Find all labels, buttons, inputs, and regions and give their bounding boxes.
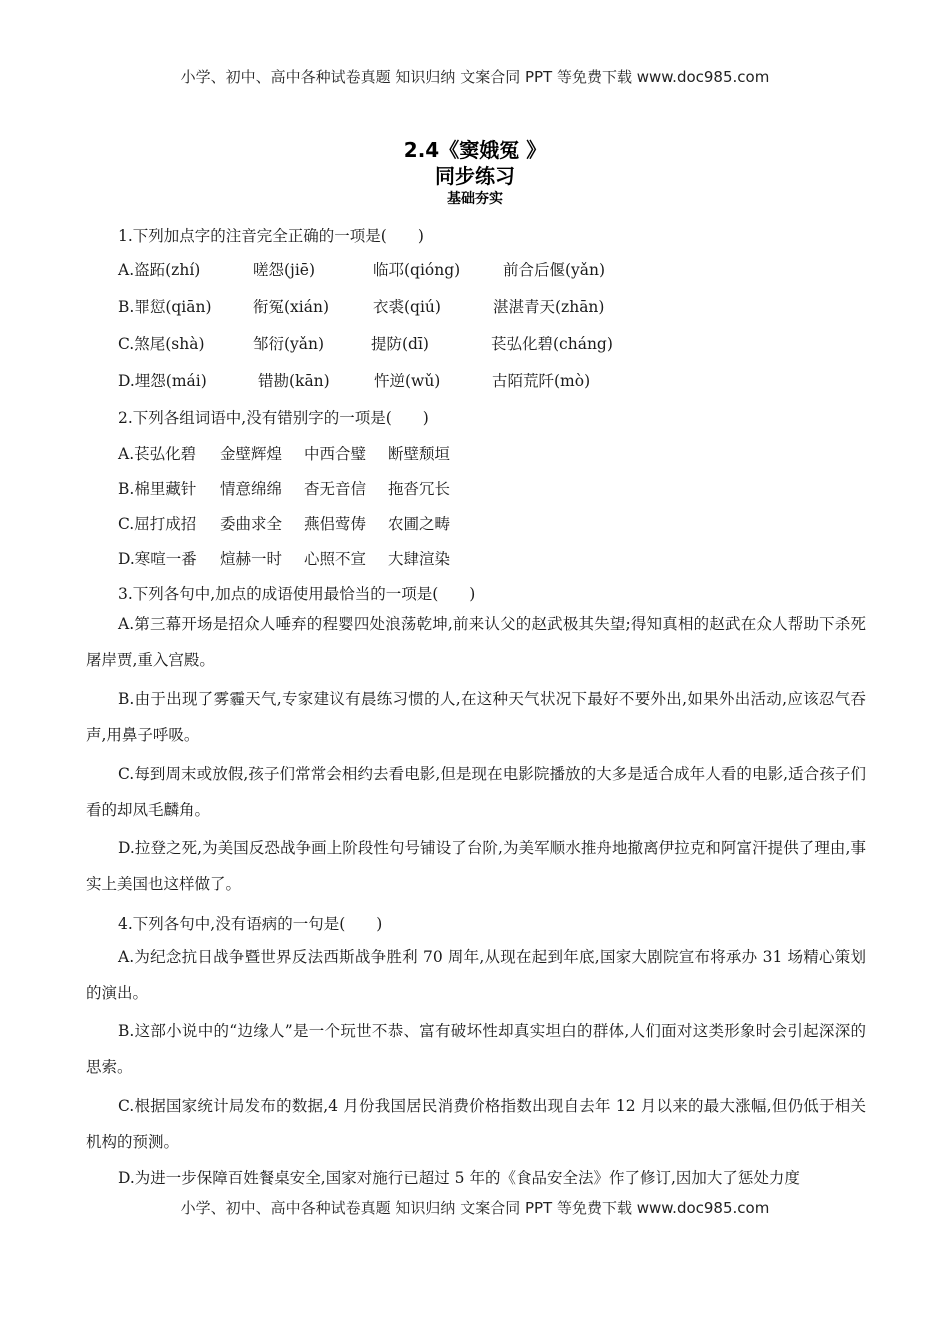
option-item: 邹衍(yǎn) xyxy=(253,335,325,353)
question-2-option-d xyxy=(118,547,450,569)
page-footer: 小学、初中、高中各种试卷真题 知识归纳 文案合同 PPT 等免费下载 www.doc985.com xyxy=(180,1199,770,1217)
question-4-option-d: D.为进一步保障百姓餐桌安全,国家对施行已超过 5 年的《食品安全法》作了修订,因加大了惩处力度 xyxy=(118,1169,800,1187)
question-2-stem: 2.下列各组词语中,没有错别字的一项是( ) xyxy=(118,409,429,427)
document-title: 2.4《窦娥冤 》 xyxy=(403,138,547,162)
question-3-option-a: A.第三幕开场是招众人唾弃的程婴四处浪荡乾坤,前来认父的赵武极其失望;得知真相的赵武在众人帮助下杀死屠岸贾,重入宫殿。 xyxy=(86,615,866,669)
option-item: 苌弘化碧(cháng) xyxy=(491,335,613,353)
option-item: 心照不宣 xyxy=(304,550,367,568)
question-4-option-b: B.这部小说中的“边缘人”是一个玩世不恭、富有破坏性却真实坦白的群体,人们面对这类形象时会引起深深的思索。 xyxy=(86,1022,866,1076)
question-2-option-c xyxy=(118,512,450,534)
option-item: 燕侣莺俦 xyxy=(304,515,367,533)
option-item: 委曲求全 xyxy=(220,515,283,533)
document-subtitle: 同步练习 xyxy=(435,164,515,188)
option-item: 衔冤(xián) xyxy=(253,298,330,316)
option-item: 临邛(qióng) xyxy=(373,261,461,279)
option-item: 中西合璧 xyxy=(304,445,367,463)
question-1-option-a xyxy=(118,258,605,280)
question-3-option-d: D.拉登之死,为美国反恐战争画上阶段性句号铺设了台阶,为美军顺水推舟地撤离伊拉克和阿富汗提供了理由,事实上美国也这样做了。 xyxy=(86,839,866,893)
question-3-stem: 3.下列各句中,加点的成语使用最恰当的一项是( ) xyxy=(118,585,476,603)
option-item: 提防(dī) xyxy=(371,335,429,353)
option-item: 杳无音信 xyxy=(304,480,367,498)
option-item: 湛湛青天(zhān) xyxy=(493,298,605,316)
question-4-stem: 4.下列各句中,没有语病的一句是( ) xyxy=(118,915,383,933)
question-1-option-c xyxy=(118,332,613,354)
option-item: D.寒喧一番 xyxy=(118,550,197,568)
option-item: 拖沓冗长 xyxy=(388,480,451,498)
question-4-option-c: C.根据国家统计局发布的数据,4 月份我国居民消费价格指数出现自去年 12 月以来的最大涨幅,但仍低于相关机构的预测。 xyxy=(86,1097,866,1151)
question-1-option-d xyxy=(118,369,590,391)
option-item: A.盗跖(zhí) xyxy=(118,261,201,279)
option-item: 金壁辉煌 xyxy=(220,445,283,463)
option-item: 煊赫一时 xyxy=(220,550,283,568)
option-item: A.苌弘化碧 xyxy=(118,445,197,463)
option-item: D.埋怨(mái) xyxy=(118,372,207,390)
option-item: C.煞尾(shà) xyxy=(118,335,205,353)
question-2-option-b xyxy=(118,477,450,499)
page-header: 小学、初中、高中各种试卷真题 知识归纳 文案合同 PPT 等免费下载 www.doc985.com xyxy=(180,68,770,86)
option-item: 嗟怨(jiē) xyxy=(253,261,316,279)
option-item: 农圃之畴 xyxy=(388,515,451,533)
question-2-option-a xyxy=(118,442,450,464)
option-item: B.罪愆(qiān) xyxy=(118,298,212,316)
option-item: 错勘(kān) xyxy=(258,372,330,390)
option-item: 断壁颓垣 xyxy=(388,445,451,463)
option-item: B.棉里藏针 xyxy=(118,480,197,498)
question-1-option-b xyxy=(118,295,604,317)
question-1-stem: 1.下列加点字的注音完全正确的一项是( ) xyxy=(118,227,424,245)
question-4-option-a: A.为纪念抗日战争暨世界反法西斯战争胜利 70 周年,从现在起到年底,国家大剧院宣布将承办 31 场精心策划的演出。 xyxy=(86,948,866,1002)
question-3-option-b: B.由于出现了雾霾天气,专家建议有晨练习惯的人,在这种天气状况下最好不要外出,如果外出活动,应该忍气吞声,用鼻子呼吸。 xyxy=(86,690,866,744)
option-item: 情意绵绵 xyxy=(220,480,283,498)
option-item: 前合后偃(yǎn) xyxy=(503,261,606,279)
question-3-option-c: C.每到周末或放假,孩子们常常会相约去看电影,但是现在电影院播放的大多是适合成年人看的电影,适合孩子们看的却凤毛麟角。 xyxy=(86,765,866,819)
section-heading: 基础夯实 xyxy=(447,191,503,207)
option-item: 古陌荒阡(mò) xyxy=(492,372,591,390)
option-item: C.屈打成招 xyxy=(118,515,197,533)
option-item: 衣裘(qiú) xyxy=(373,298,441,316)
option-item: 忤逆(wǔ) xyxy=(374,372,441,390)
option-item: 大肆渲染 xyxy=(388,550,451,568)
